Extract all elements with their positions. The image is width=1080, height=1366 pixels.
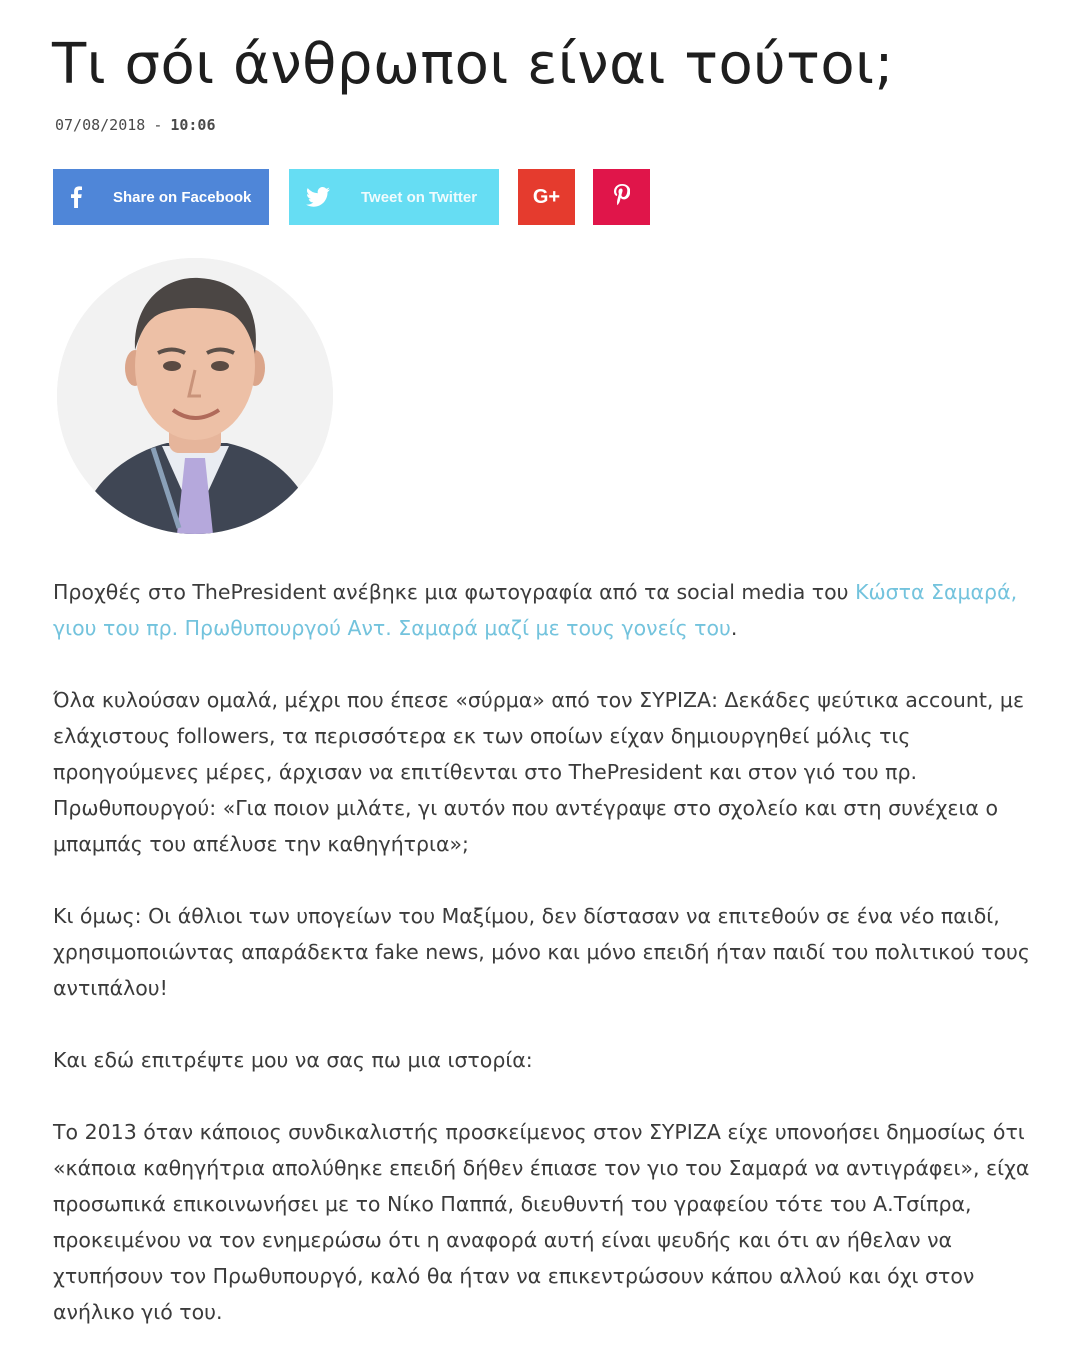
paragraph-1-text: Προχθές στο ThePresident ανέβηκε μια φωτογραφία από τα social media του [53,580,856,604]
google-plus-icon: G+ [532,185,561,208]
pinterest-icon [614,184,630,210]
share-twitter-button[interactable] [289,169,499,225]
author-photo [57,258,333,534]
facebook-icon [53,186,99,208]
article-date: 07/08/2018 [55,116,146,134]
article-title: Τι σόι άνθρωποι είναι τούτοι; [52,32,894,97]
twitter-icon [289,187,347,207]
paragraph-1 [53,574,1043,646]
share-pinterest-button[interactable] [593,169,650,225]
paragraph-5: Το 2013 όταν κάποιος συνδικαλιστής προσκείμενος στον ΣΥΡΙΖΑ είχε υπονοήσει δημοσίως ότι «κάποια καθηγήτρια απολύθηκε επειδή δήθεν έπιασε τον γιο του Σαμαρά να αντιγράφει», είχα προσωπικά επικοινωνήσει με το Νίκο Παππά, διευθυντή του γραφείου τότε του Α.Τσίπρα, προκειμένου να τον ενημερώσω ότι η αναφορά αυτή είναι ψευδής και ότι αν ήθελαν να χτυπήσουν τον Πρωθυπουργό, καλό θα ήταν να επικεντρώσουν κάπου αλλού και όχι στον ανήλικο γιό του. [53,1120,1030,1324]
share-facebook-button[interactable] [53,169,269,225]
paragraph-3: Κι όμως: Οι άθλιοι των υπογείων του Μαξίμου, δεν δίστασαν να επιτεθούν σε ένα νέο παιδί, χρησιμοποιώντας απαράδεκτα fake news, μόνο και μόνο επειδή ήταν παιδί του πολιτικού τους αντιπάλου! [53,904,1030,1000]
share-facebook-label: Share on Facebook [113,188,252,206]
share-twitter-label: Tweet on Twitter [361,188,478,206]
paragraph-1-end: . [730,616,738,640]
article-link[interactable]: Κώστα Σαμαρά, γιου του πρ. Πρωθυπουργού Αντ. Σαμαρά μαζί με τους γονείς του [53,580,1018,640]
paragraph-2: Όλα κυλούσαν ομαλά, μέχρι που έπεσε «σύρμα» από τον ΣΥΡΙΖΑ: Δεκάδες ψεύτικα account, με ελάχιστους followers, τα περισσότερα εκ των οποίων είχαν δημιουργηθεί μόλις τις προηγούμενες μέρες, άρχισαν να επιτίθενται στο ThePresident και στον γιό του πρ. Πρωθυπουργού: «Για ποιον μιλάτε, γι αυτόν που αντέγραψε στο σχολείο και στη συνέχεια ο μπαμπάς του απέλυσε την καθηγήτρια»; [53,688,1025,856]
share-googleplus-button[interactable] [518,169,575,225]
paragraph-4: Και εδώ επιτρέψτε μου να σας πω μια ιστορία: [53,1048,533,1072]
article-body [53,574,1043,1366]
article-time: 10:06 [170,116,216,134]
article-meta [55,116,216,134]
meta-separator: - [153,116,163,134]
